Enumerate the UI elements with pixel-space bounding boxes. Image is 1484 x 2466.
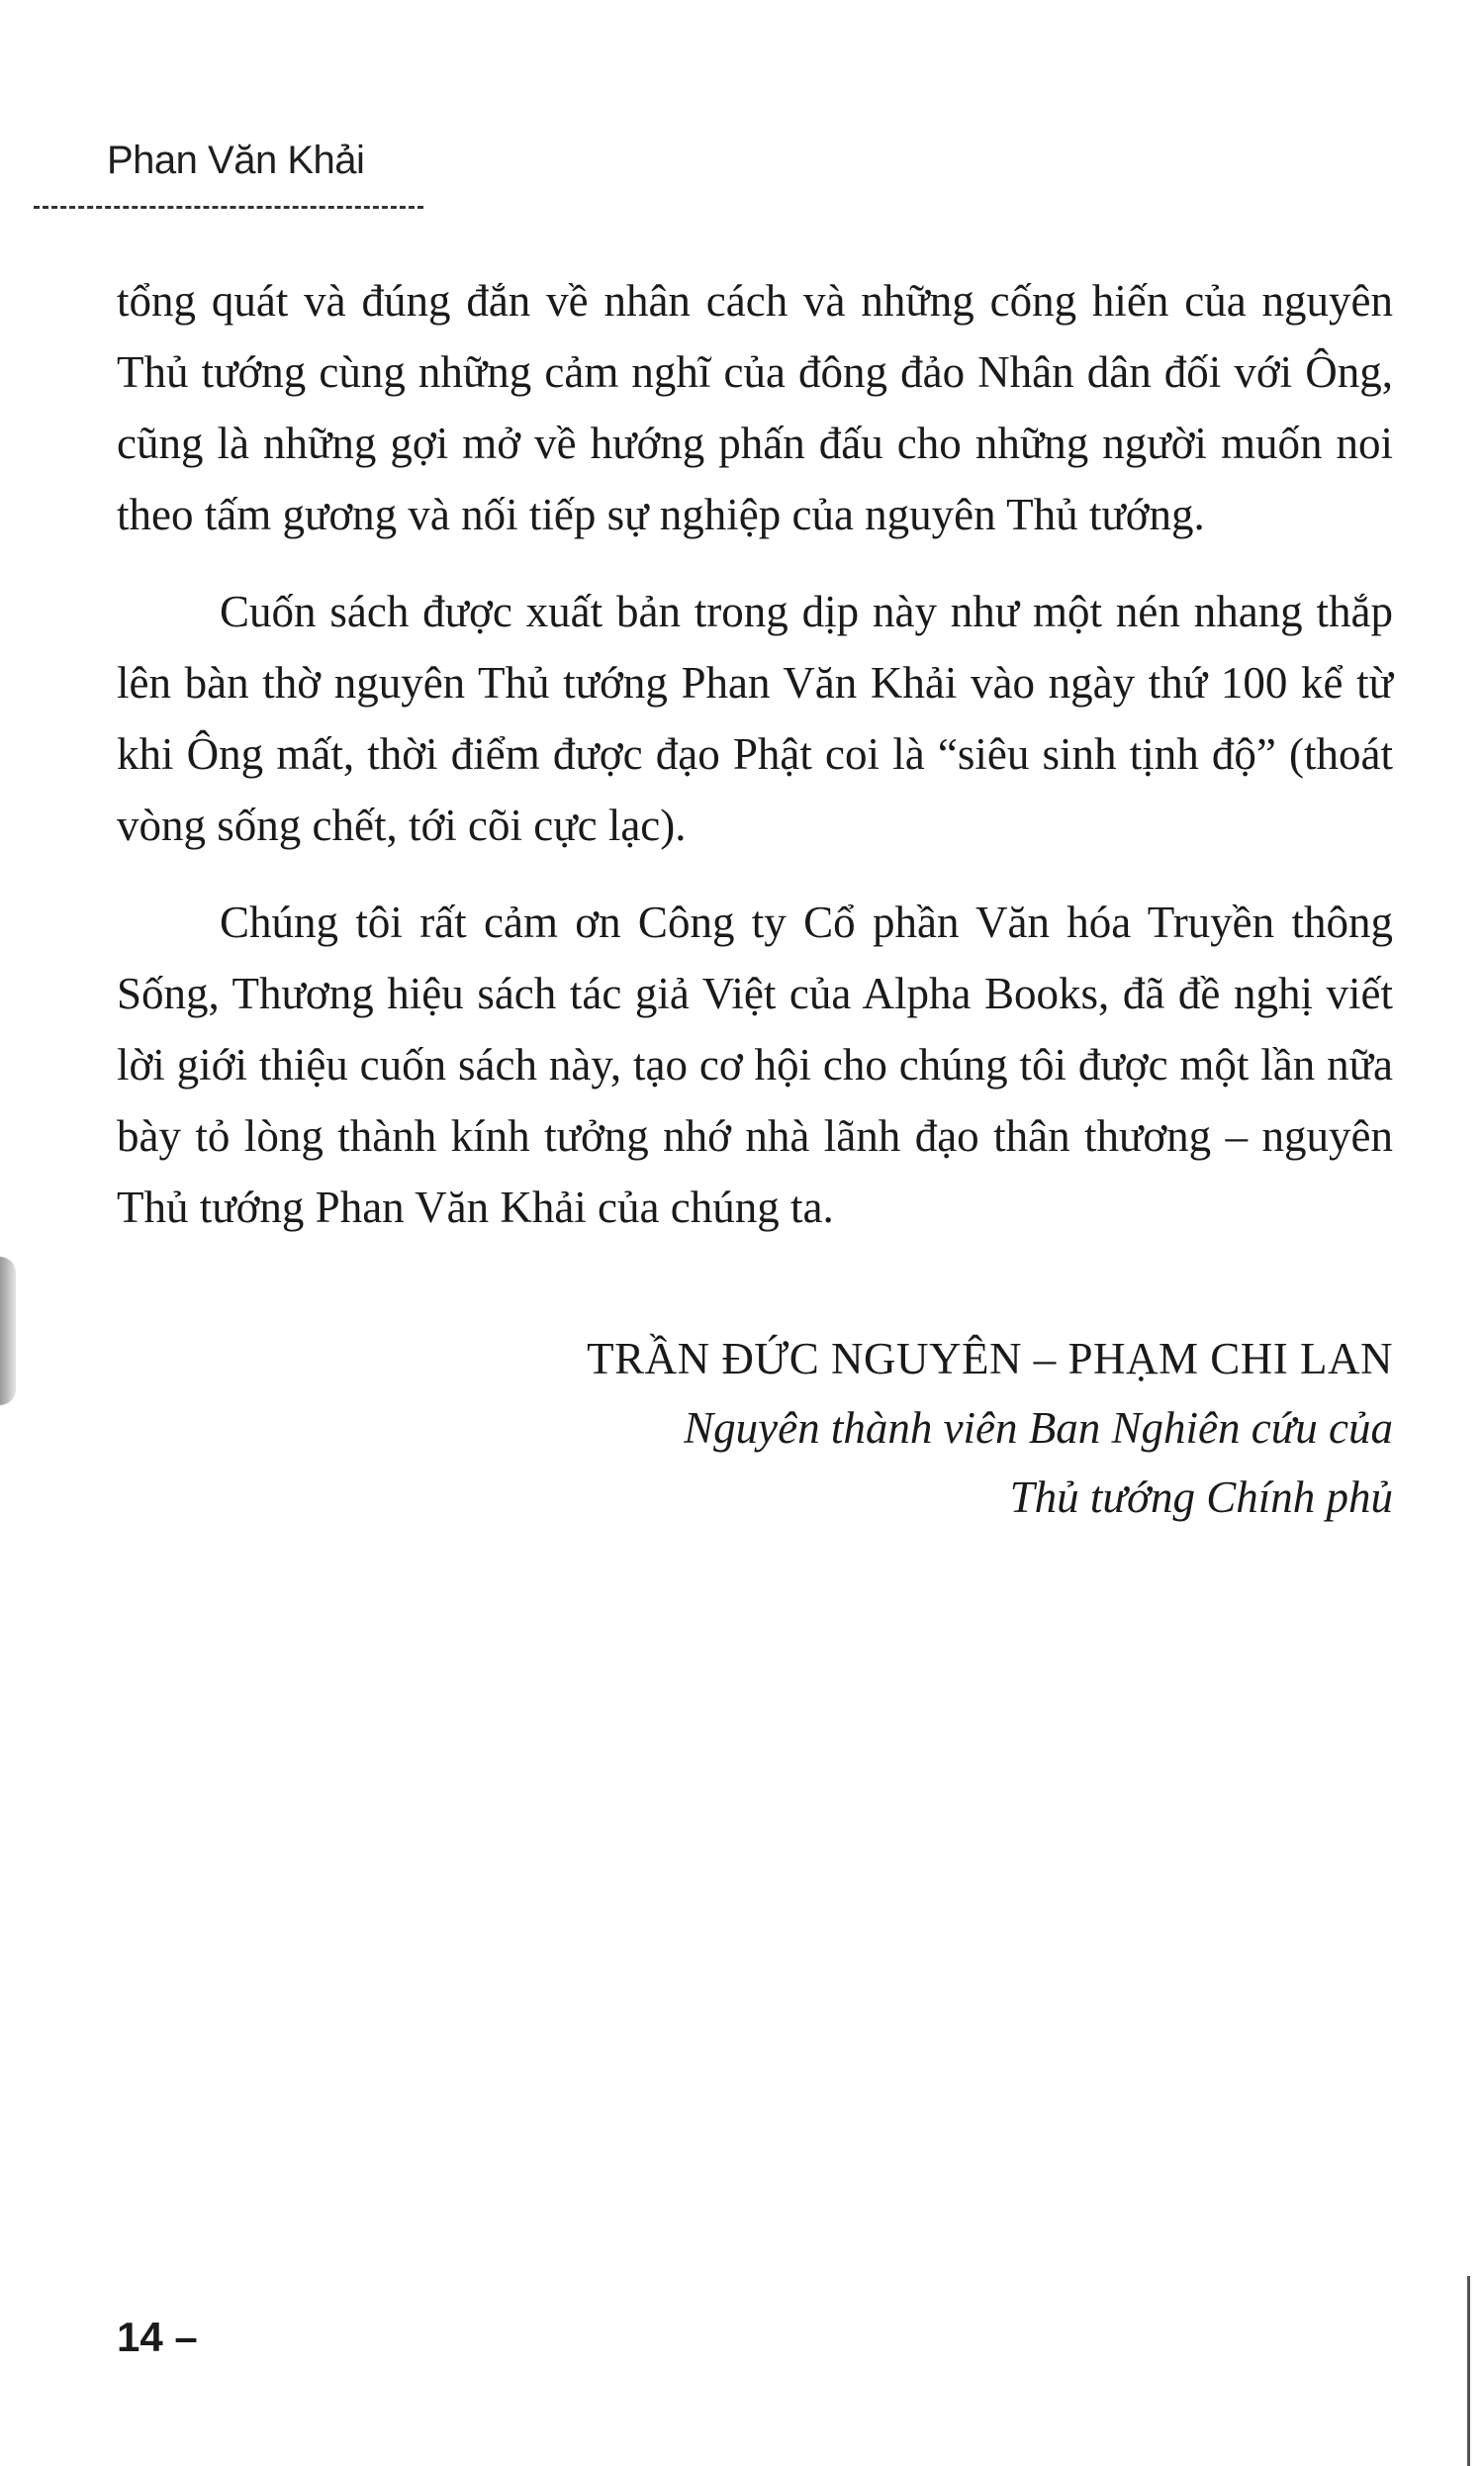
- binding-shadow: [0, 1257, 16, 1405]
- page-edge-line: [1467, 2276, 1470, 2466]
- running-header-title: Phan Văn Khải: [107, 139, 365, 182]
- signature-role-line-2: Thủ tướng Chính phủ: [1009, 1472, 1393, 1522]
- signature-names: TRẦN ĐỨC NGUYÊN – PHẠM CHI LAN: [587, 1334, 1393, 1383]
- paragraph-continued: tổng quát và đúng đắn về nhân cách và những cống hiến của nguyên Thủ tướng cùng những cảm nghĩ của đông đảo Nhân dân đối với Ông, cũng là những gợi mở về hướng phấn đấu cho những người muốn noi theo tấm gương và nối tiếp sự nghiệp của nguyên Thủ tướng.: [117, 276, 1393, 539]
- paragraph: Chúng tôi rất cảm ơn Công ty Cổ phần Văn hóa Truyền thông Sống, Thương hiệu sách tác giả Việt của Alpha Books, đã đề nghị viết lời giới thiệu cuốn sách này, tạo cơ hội cho chúng tôi được một lần nữa bày tỏ lòng thành kính tưởng nhớ nhà lãnh đạo thân thương – nguyên Thủ tướng Phan Văn Khải của chúng ta.: [117, 898, 1393, 1232]
- paragraph: Cuốn sách được xuất bản trong dịp này như một nén nhang thắp lên bàn thờ nguyên Thủ tướng Phan Văn Khải vào ngày thứ 100 kể từ khi Ông mất, thời điểm được đạo Phật coi là “siêu sinh tịnh độ” (thoát vòng sống chết, tới cõi cực lạc).: [117, 587, 1393, 850]
- header-dashed-rule: [34, 206, 423, 209]
- signature-role-line-1: Nguyên thành viên Ban Nghiên cứu của: [684, 1403, 1393, 1453]
- page-number: 14 –: [117, 2314, 198, 2360]
- body-text: [117, 265, 1393, 1269]
- signature-block: [587, 1324, 1393, 1532]
